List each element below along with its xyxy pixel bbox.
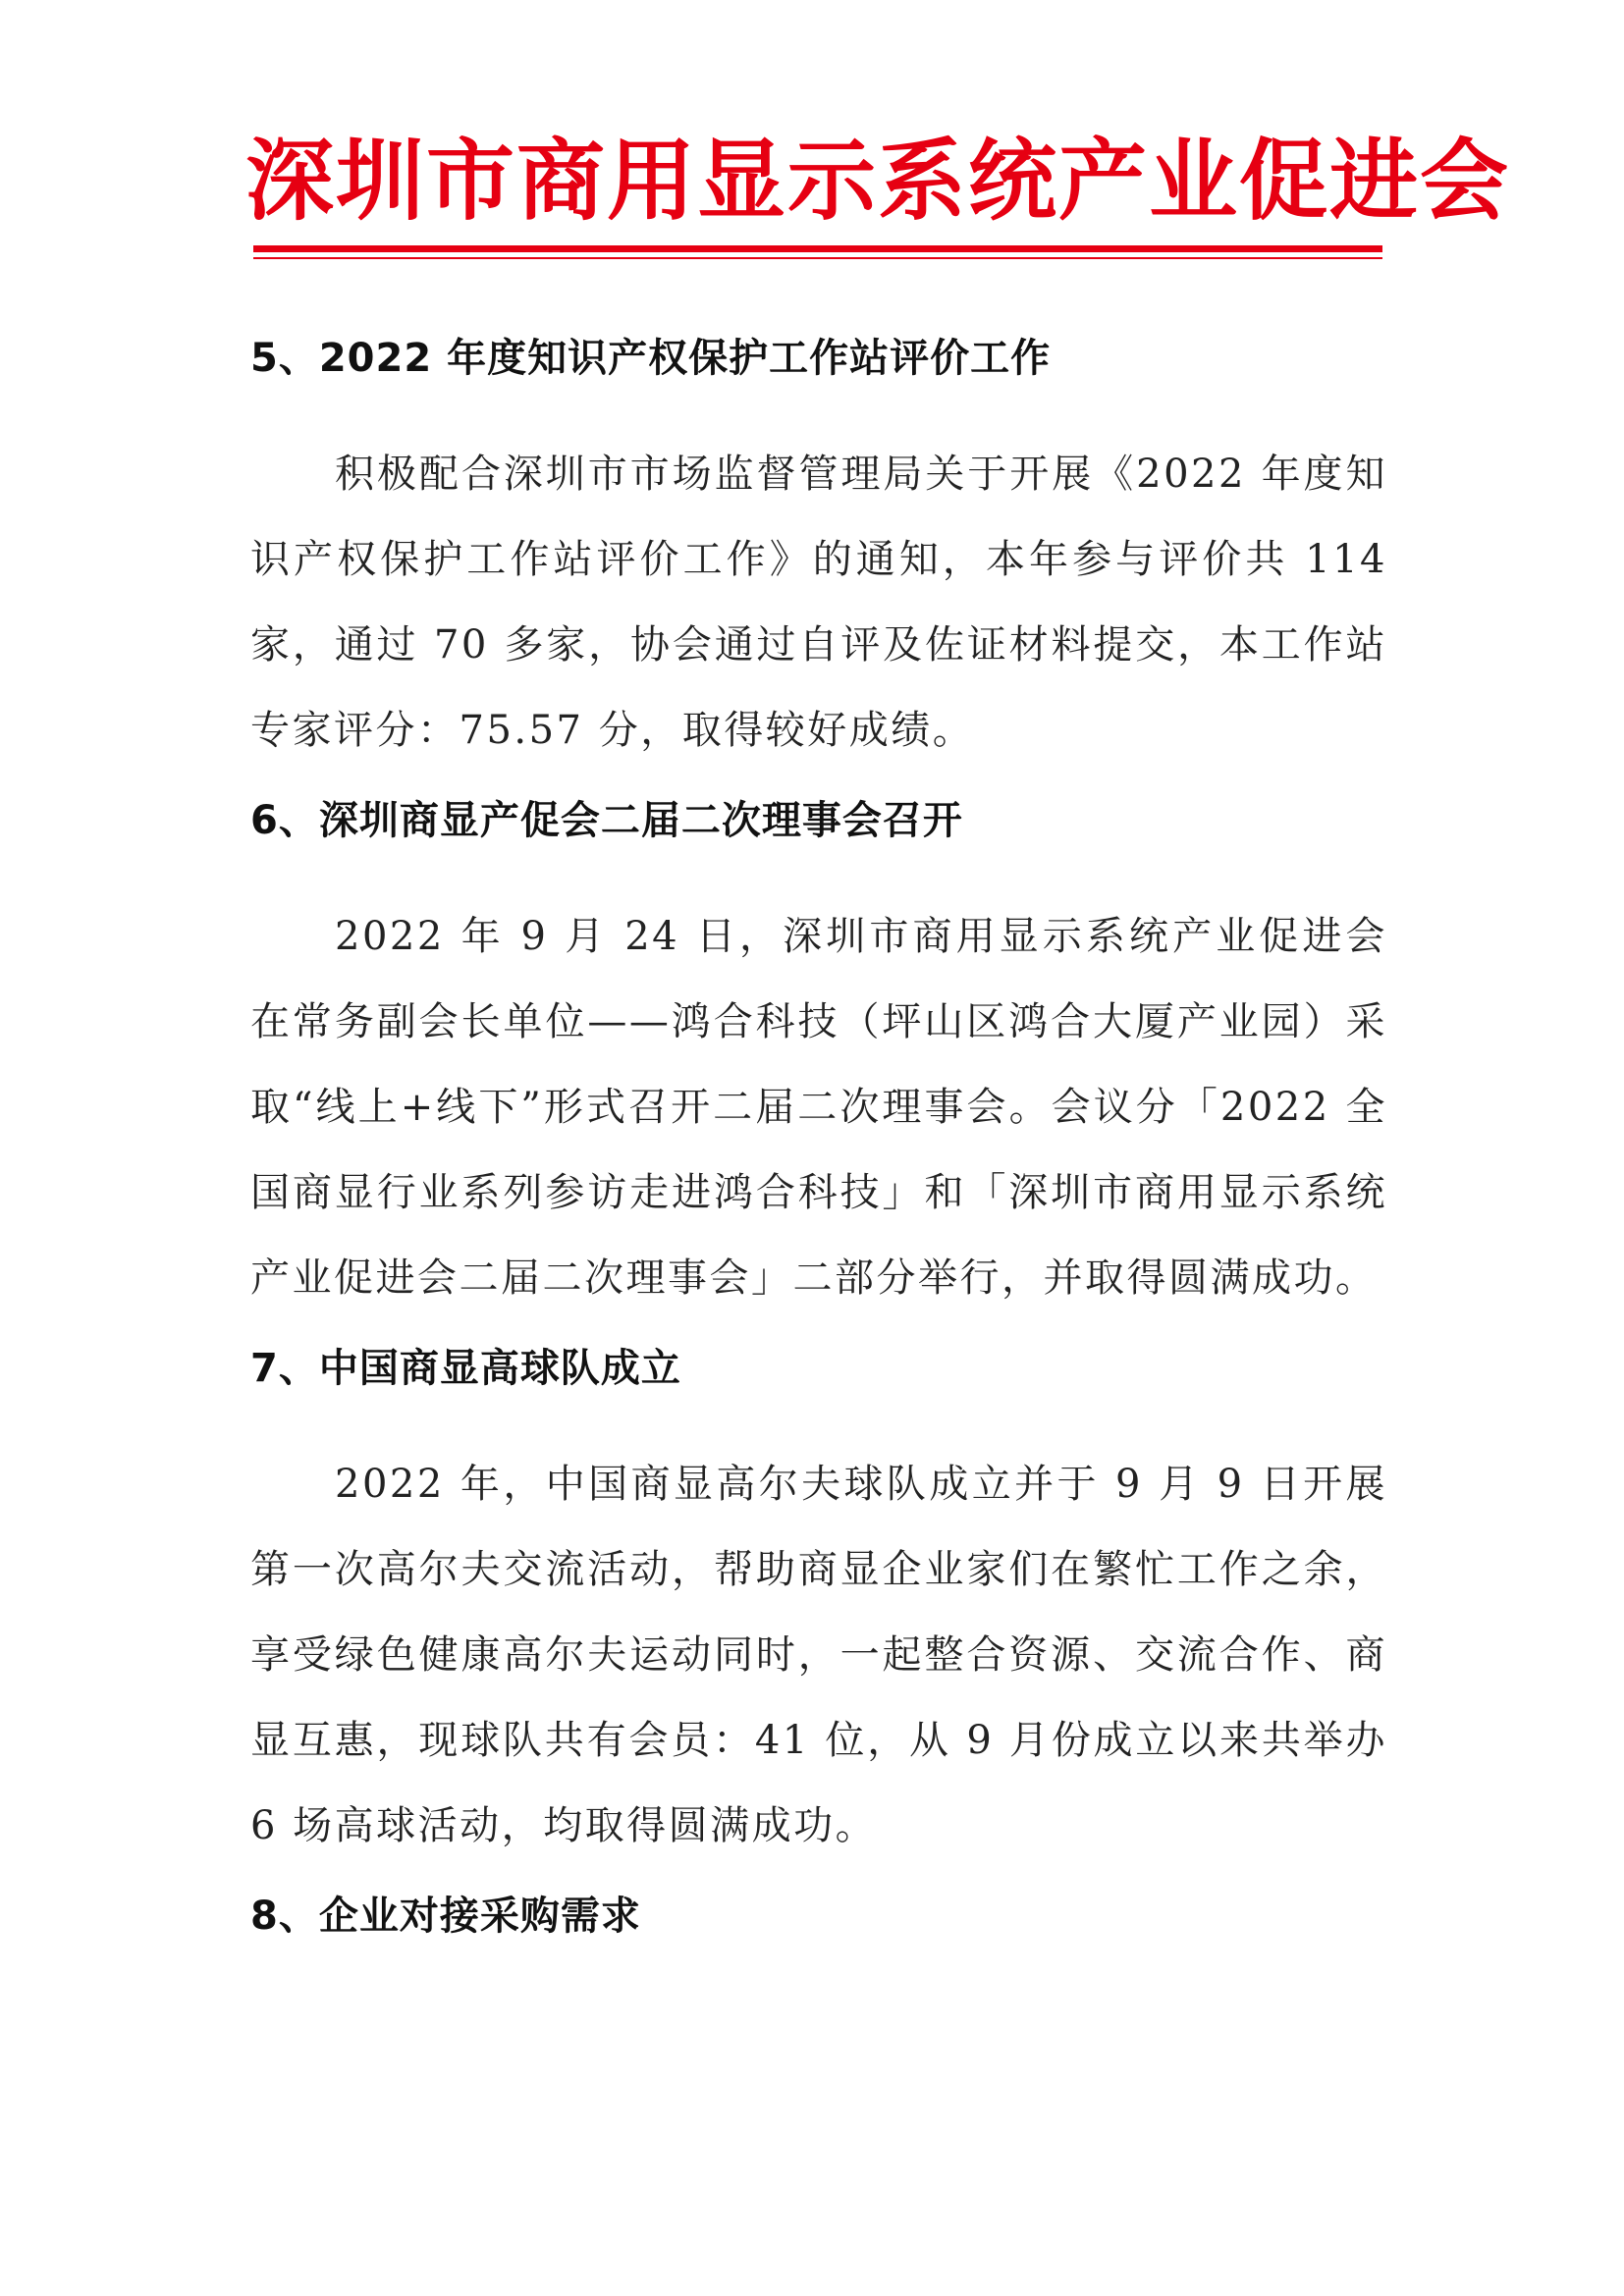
letterhead-rule-thick bbox=[253, 245, 1382, 252]
section-paragraph-7: 2022 年，中国商显高尔夫球队成立并于 9 月 9 日开展第一次高尔夫交流活动，帮助商显企业家们在繁忙工作之余，享受绿色健康高尔夫运动同时，一起整合资源、交流合作、商显互惠，现球队共有会员：41 位，从 9 月份成立以来共举办 6 场高球活动，均取得圆满成功。 bbox=[250, 1462, 1387, 1848]
section-heading-8: 8、企业对接采购需求 bbox=[250, 1894, 641, 1939]
letterhead-title: 深圳市商用显示系统产业促进会 bbox=[245, 130, 1510, 233]
section-heading-5: 5、2022 年度知识产权保护工作站评价工作 bbox=[250, 336, 1052, 381]
section-paragraph-5: 积极配合深圳市市场监督管理局关于开展《2022 年度知识产权保护工作站评价工作》的通知，本年参与评价共 114 家，通过 70 多家，协会通过自评及佐证材料提交，本工作站专家评分：75.57 分，取得较好成绩。 bbox=[250, 452, 1387, 753]
section-heading-6: 6、深圳商显产促会二届二次理事会召开 bbox=[250, 798, 963, 843]
document-body bbox=[250, 319, 1387, 1955]
section-paragraph-6: 2022 年 9 月 24 日，深圳市商用显示系统产业促进会在常务副会长单位——鸿合科技（坪山区鸿合大厦产业园）采取“线上+线下”形式召开二届二次理事会。会议分「2022 全国商显行业系列参访走进鸿合科技」和「深圳市商用显示系统产业促进会二届二次理事会」二部分举行，并取得圆满成功。 bbox=[250, 914, 1387, 1301]
letterhead-rule-thin bbox=[253, 257, 1382, 259]
section-heading-7: 7、中国商显高球队成立 bbox=[250, 1346, 681, 1391]
